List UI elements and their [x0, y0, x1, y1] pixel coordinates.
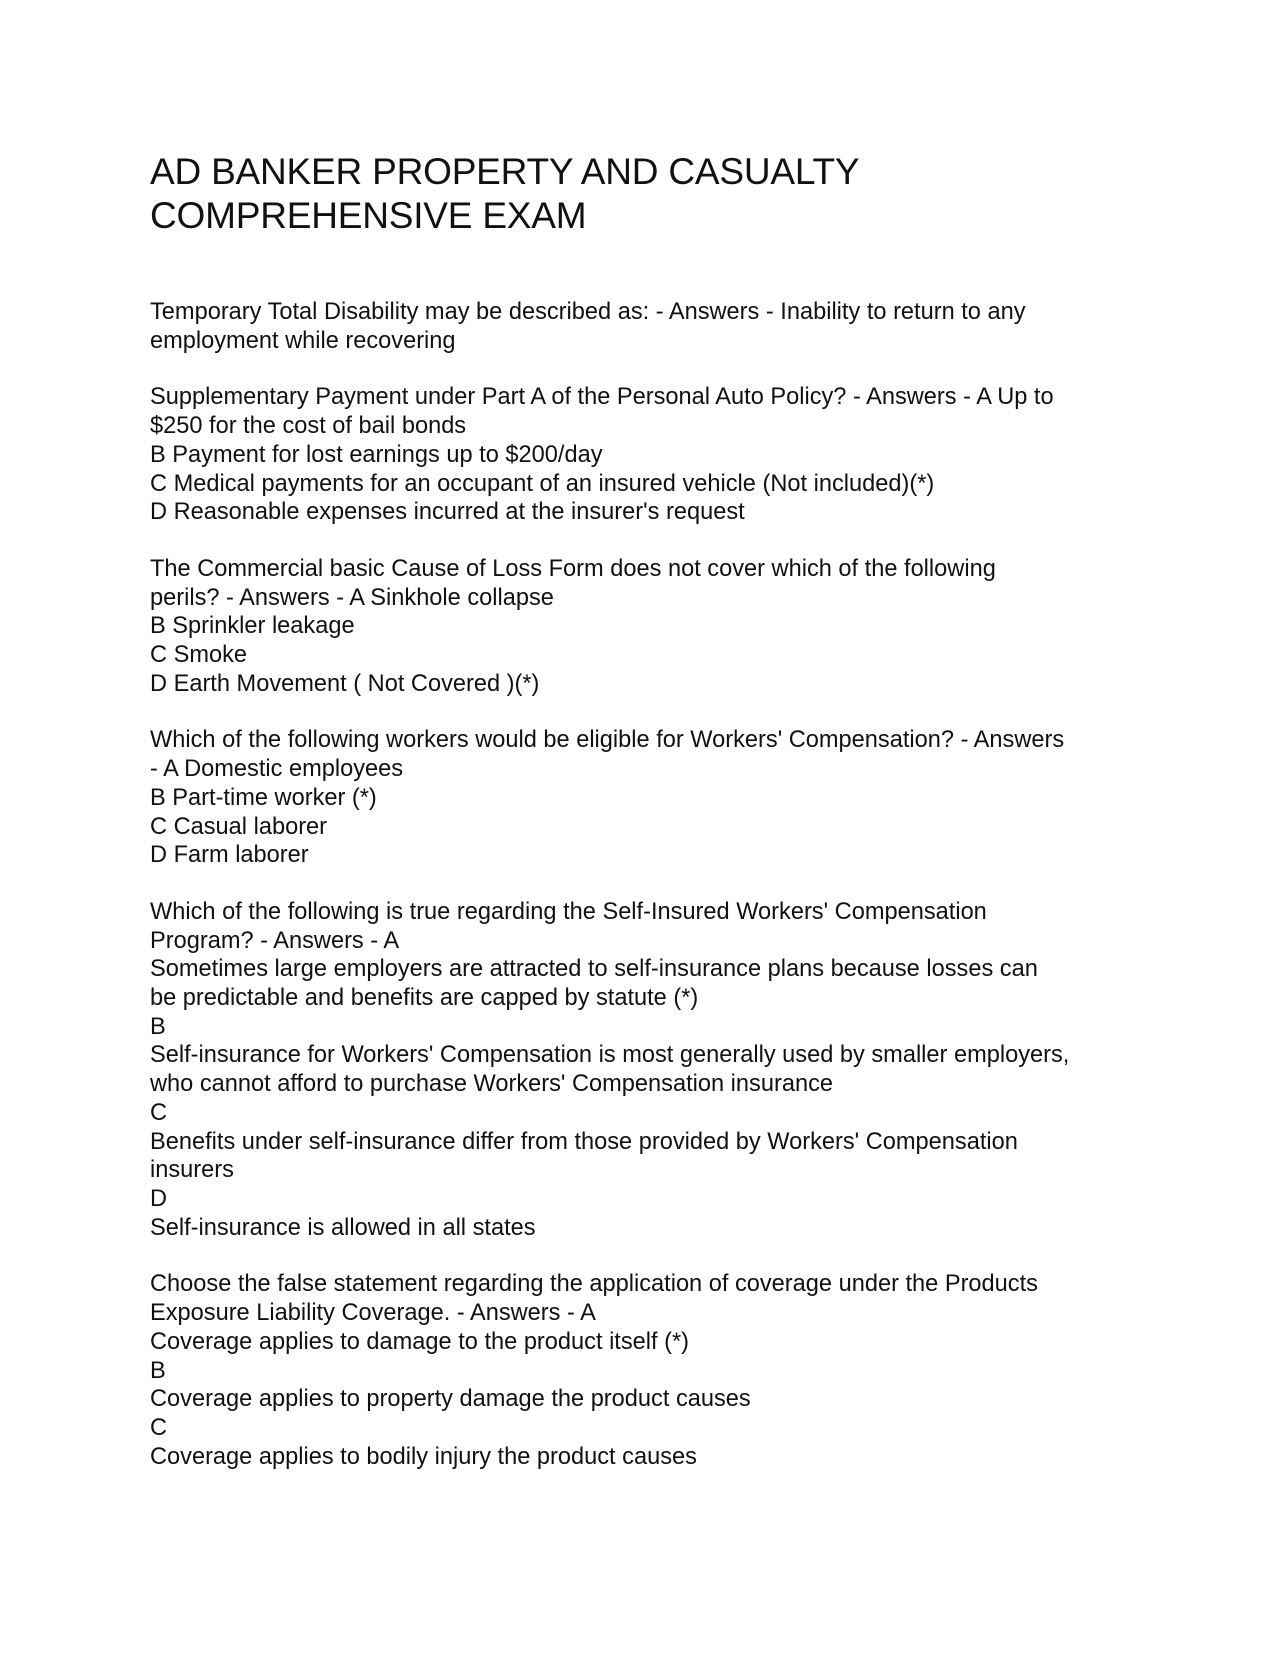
question-text-line: perils? - Answers - A Sinkhole collapse	[150, 584, 554, 611]
question-text-line: B Part-time worker (*)	[150, 784, 377, 811]
question-text-line: B	[150, 1013, 166, 1040]
question-text-line: D Reasonable expenses incurred at the insurer's request	[150, 499, 745, 526]
question-text-line: B Sprinkler leakage	[150, 613, 355, 640]
question-text-line: B	[150, 1357, 166, 1384]
title-line: AD BANKER PROPERTY AND CASUALTY	[150, 151, 860, 192]
question-text-line: Which of the following is true regarding the Self-Insured Workers' Compensation	[150, 898, 987, 925]
question-text-line: Choose the false statement regarding the application of coverage under the Products	[150, 1271, 1038, 1298]
question-text-line: $250 for the cost of bail bonds	[150, 413, 467, 440]
question-block	[150, 298, 1140, 355]
question-text-line: employment while recovering	[150, 327, 456, 354]
question-block	[150, 1270, 1140, 1471]
question-text-line: insurers	[150, 1157, 234, 1184]
question-text-line: Sometimes large employers are attracted to self-insurance plans because losses can	[150, 956, 1038, 983]
question-text-line: The Commercial basic Cause of Loss Form does not cover which of the following	[150, 555, 996, 582]
question-text-line: D Earth Movement ( Not Covered )(*)	[150, 670, 540, 697]
question-text-line: Coverage applies to property damage the product causes	[150, 1386, 751, 1413]
question-block	[150, 898, 1140, 1242]
question-block	[150, 555, 1140, 699]
question-text-line: C Medical payments for an occupant of an insured vehicle (Not included)(*)	[150, 470, 935, 497]
question-text-line: Which of the following workers would be eligible for Workers' Compensation? - Answers	[150, 727, 1065, 754]
question-text-line: Program? - Answers - A	[150, 927, 400, 954]
question-list	[150, 298, 1140, 1471]
title-line: COMPREHENSIVE EXAM	[150, 195, 587, 236]
question-text-line: Supplementary Payment under Part A of the Personal Auto Policy? - Answers - A Up to	[150, 384, 1054, 411]
question-text-line: C Casual laborer	[150, 813, 328, 840]
question-block	[150, 726, 1140, 870]
question-text-line: D Farm laborer	[150, 842, 309, 869]
question-text-line: Temporary Total Disability may be described as: - Answers - Inability to return to any	[150, 299, 1026, 325]
document-title	[150, 150, 1140, 238]
question-text-line: Coverage applies to bodily injury the product causes	[150, 1443, 697, 1470]
question-text-line: who cannot afford to purchase Workers' Compensation insurance	[150, 1071, 833, 1098]
question-text-line: Coverage applies to damage to the product itself (*)	[150, 1328, 690, 1355]
question-text-line: - A Domestic employees	[150, 756, 404, 783]
question-text-line: Exposure Liability Coverage. - Answers - A	[150, 1300, 596, 1327]
question-text-line: Self-insurance for Workers' Compensation is most generally used by smaller employers,	[150, 1042, 1070, 1069]
question-text-line: D	[150, 1185, 168, 1212]
question-text-line: C	[150, 1414, 168, 1441]
question-text-line: Self-insurance is allowed in all states	[150, 1214, 536, 1241]
question-block	[150, 383, 1140, 527]
question-text-line: Benefits under self-insurance differ from those provided by Workers' Compensation	[150, 1128, 1018, 1155]
question-text-line: be predictable and benefits are capped by statute (*)	[150, 985, 699, 1012]
document-page	[150, 150, 1140, 1499]
question-text-line: C Smoke	[150, 642, 248, 669]
question-text-line: B Payment for lost earnings up to $200/day	[150, 441, 603, 468]
question-text-line: C	[150, 1099, 168, 1126]
